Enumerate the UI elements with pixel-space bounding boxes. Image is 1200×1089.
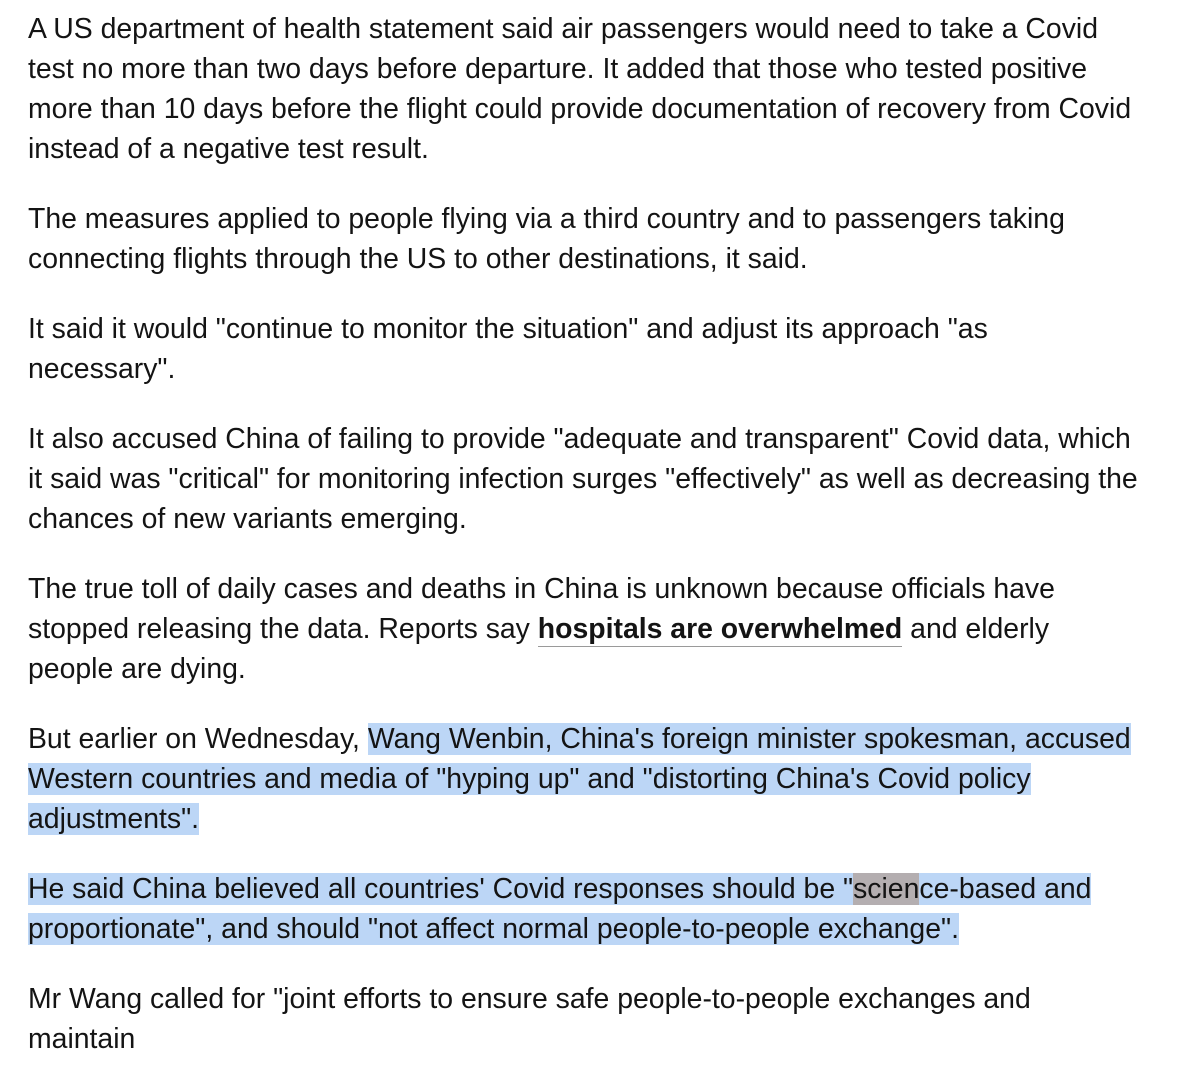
paragraph-5-text-after: and elderly people are dying.: [28, 613, 1050, 685]
selected-text[interactable]: Wang Wenbin, China's foreign minister spokesman, accused Western countries and media of "hyping up" and "distorting China's Covid policy adjustments".: [28, 723, 1131, 835]
selected-text[interactable]: He said China believed all countries' Covid responses should be ": [28, 873, 854, 905]
paragraph-6: [28, 719, 1138, 839]
article-body: [28, 9, 1138, 1089]
hospitals-overwhelmed-link[interactable]: hospitals are overwhelmed: [537, 613, 903, 645]
paragraph-2: The measures applied to people flying via a third country and to passengers taking connecting flights through the US to other destinations, it said.: [28, 203, 1065, 275]
paragraph-5: [28, 569, 1138, 689]
paragraph-1: A US department of health statement said air passengers would need to take a Covid test no more than two days before departure. It added that those who tested positive more than 10 days before the flight could provide documentation of recovery from Covid instead of a negative test result.: [28, 13, 1132, 165]
paragraph-6-text-before: But earlier on Wednesday,: [28, 723, 368, 755]
paragraph-7: [28, 869, 1138, 949]
selected-text[interactable]: ce-based and proportionate", and should "not affect normal people-to-people exchange".: [28, 873, 1092, 945]
selected-text-focus[interactable]: scien: [853, 873, 920, 905]
paragraph-3: It said it would "continue to monitor the situation" and adjust its approach "as necessary".: [28, 313, 988, 385]
paragraph-5-text-before: The true toll of daily cases and deaths in China is unknown because officials have stopped releasing the data. Reports say: [28, 573, 1055, 645]
paragraph-4: It also accused China of failing to provide "adequate and transparent" Covid data, which it said was "critical" for monitoring infection surges "effectively" as well as decreasing the chances of new variants emerging.: [28, 423, 1138, 535]
paragraph-8: Mr Wang called for "joint efforts to ensure safe people-to-people exchanges and maintain: [28, 983, 1031, 1055]
